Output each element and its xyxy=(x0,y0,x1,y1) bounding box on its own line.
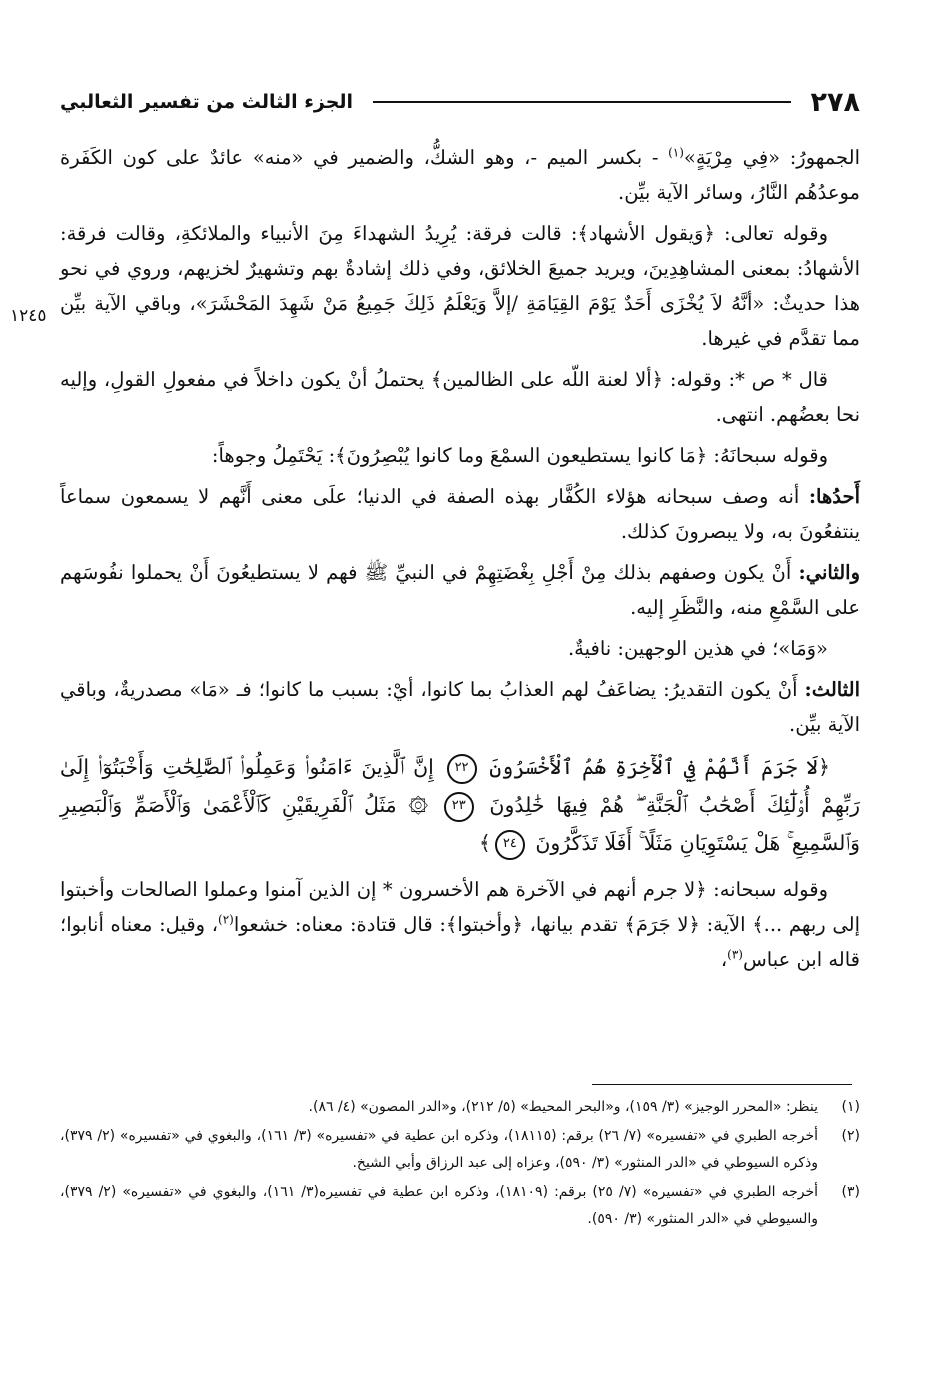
closing-text-1: وقوله سبحانه: ﴿لا جرم أنهم في الآخرة هم الأخسرون * إن الذين آمنوا وعملوا الصالحات وأخبتوا إلى ربهم ...﴾ الآية: ﴿لا جَرَمَ﴾ تقدم بيانها، ﴿وأخبتوا﴾: قال قتادة: معناه: خشعوا xyxy=(60,878,860,936)
page-header xyxy=(60,80,860,124)
closing-text-2: ، وقيل: معناه أنابوا؛ قاله ابن عباس xyxy=(60,913,860,971)
book-page xyxy=(10,80,861,983)
header-rule xyxy=(373,101,790,103)
quran-verses xyxy=(60,748,860,862)
footnote-number: (١) xyxy=(841,1099,860,1115)
lead-first: أَحدُها: xyxy=(808,485,860,508)
paragraph-second-aspect xyxy=(60,555,860,625)
footnote-text: أخرجه الطبري في «تفسيره» (٧/ ٢٦) برقم: (١٨١١٥)، وذكره ابن عطية في «تفسيره» (٣/ ١٦١)، والبغوي في «تفسيره» (٢/ ٣٧٩)، وذكره السيوطي في «الدر المنثور» (٣/ ٥٩٠)، وعزاه إلى عبد الرزاق وأبي الشيخ. xyxy=(60,1128,819,1171)
paragraph-2: وقوله تعالى: ﴿وَيقول الأشهاد﴾: قالت فرقة: يُرِيدُ الشهداءَ مِنَ الأنبياء والملائكةِ، وقالت فرقة: الأشهادُ: بمعنى المشاهِدِينَ، ويريد جميعَ الخلائق، وفي ذلك إشادةٌ بهم وتشهيرٌ لخزيهم، وروي في نحو هذا حديثٌ: «أنَّهُ لاَ يُخْزَى أَحَدٌ يَوْمَ القِيَامَةِ /إلاَّ وَيَعْلَمُ ذَلِكَ جَمِيعُ مَنْ شَهِدَ المَحْشَرَ»، وباقي الآية بيِّن مما تقدَّم في غيرها. xyxy=(60,222,860,350)
page-number: ٢٧٨ xyxy=(810,86,860,118)
paragraph-first-aspect xyxy=(60,479,860,549)
footnote-ref-3: (٣) xyxy=(727,947,743,962)
ayah-number-23: ٢٣ xyxy=(444,792,474,822)
quran-part-3: ۞ مَثَلُ ٱلْفَرِيقَيْنِ كَٱلْأَعْمَىٰ وَٱلْأَصَمِّ وَٱلْبَصِيرِ وَٱلسَّمِيعِ ۚ هَلْ يَسْتَوِيَانِ مَثَلًا ۚ أَفَلَا تَذَكَّرُونَ xyxy=(60,793,860,855)
footnote-ref-1: (١) xyxy=(668,145,684,160)
paragraph-3: قال * ص *: وقوله: ﴿ألا لعنة اللّه على الظالمين﴾ يحتملُ أنْ يكون داخلاً في مفعولِ القولِ، وإليه نحا بعضُهم. انتهى. xyxy=(60,368,860,426)
paragraph-1-text-b: - بكسر الميم -، وهو الشكُّ، والضمير في «منه» عائدٌ على كون الكَفَرة موعدُهُم النَّارُ، وسائر الآية بيِّن. xyxy=(60,146,860,204)
paragraph-negation-note: «وَمَا»؛ في هذين الوجهين: نافيةٌ. xyxy=(567,637,828,660)
footnote-item xyxy=(60,1123,860,1177)
lead-second: والثاني: xyxy=(798,561,861,584)
paragraph-third-aspect xyxy=(60,672,860,742)
second-aspect-text: أَنْ يكون وصفهم بذلك مِنْ أَجْلِ بِغْضَتِهِمْ في النبيِّ ﷺ فهم لا يستطيعُونَ أَنْ يحملوا نفُوسَهم على السَّمْعِ منه، والنَّظَرِ إليه. xyxy=(60,561,860,619)
running-title: الجزء الثالث من تفسير الثعالبي xyxy=(60,91,354,113)
quran-part-1: ﴿لَا جَرَمَ أَنَّهُمْ فِي ٱلْأٓخِرَةِ هُمُ ٱلْأَخْسَرُونَ xyxy=(489,755,830,779)
ayah-number-22: ٢٢ xyxy=(447,754,477,784)
closing-text-3: ، xyxy=(720,948,728,971)
ayah-number-24: ٢٤ xyxy=(495,830,525,860)
margin-page-reference: ١٢٤٥ xyxy=(10,306,47,326)
lead-third: الثالث: xyxy=(804,678,860,701)
main-text xyxy=(60,140,860,977)
footnote-number: (٢) xyxy=(841,1128,860,1144)
footnote-ref-2: (٢) xyxy=(218,912,234,927)
paragraph-closing xyxy=(60,872,860,977)
footnotes xyxy=(60,1094,860,1235)
footnote-text: أخرجه الطبري في «تفسيره» (٧/ ٢٥) برقم: (١٨١٠٩)، وذكره ابن عطية في تفسيره(٣/ ١٦١)، والبغوي في «تفسيره» (٢/ ٣٧٩)، والسيوطي في «الدر المنثور» (٣/ ٥٩٠). xyxy=(60,1184,819,1227)
first-aspect-text: أنه وصف سبحانه هؤلاء الكُفَّار بهذه الصفة في الدنيا؛ علَى معنى أَنَّهم لا يسمعون سماعاً ينتفعُونَ به، ولا يبصرونَ كذلك. xyxy=(60,485,860,543)
quran-part-2: إِنَّ ٱلَّذِينَ ءَامَنُوا۟ وَعَمِلُوا۟ ٱلصَّٰلِحَٰتِ وَأَخْبَتُوٓا۟ إِلَىٰ رَبِّهِمْ أُو۟لَٰٓئِكَ أَصْحَٰبُ ٱلْجَنَّةِ ۖ هُمْ فِيهَا خَٰلِدُونَ xyxy=(60,755,860,817)
footnote-item xyxy=(60,1094,860,1121)
footnote-text: ينظر: «المحرر الوجيز» (٣/ ١٥٩)، و«البحر المحيط» (٥/ ٢١٢)، و«الدر المصون» (٤/ ٨٦). xyxy=(308,1099,818,1115)
paragraph-4: وقوله سبحانَهُ: ﴿مَا كانوا يستطيعون السمْعَ وما كانوا يُبْصِرُونَ﴾: يَحْتَمِلُ وجوهاً: xyxy=(211,444,828,467)
quran-close-bracket: ﴾ xyxy=(478,831,491,855)
paragraph-1-text-a: الجمهورُ: «فِي مِرْيَةٍ» xyxy=(683,146,860,169)
third-aspect-text: أَنْ يكون التقديرُ: يضاعَفُ لهم العذابُ بما كانوا، أيْ: بسبب ما كانوا؛ فـ «مَا» مصدريةٌ، وباقي الآية بيِّن. xyxy=(60,678,860,736)
footnote-number: (٣) xyxy=(841,1184,860,1200)
paragraph-1 xyxy=(60,140,860,210)
footnote-item xyxy=(60,1179,860,1233)
footnote-separator xyxy=(592,1084,852,1085)
